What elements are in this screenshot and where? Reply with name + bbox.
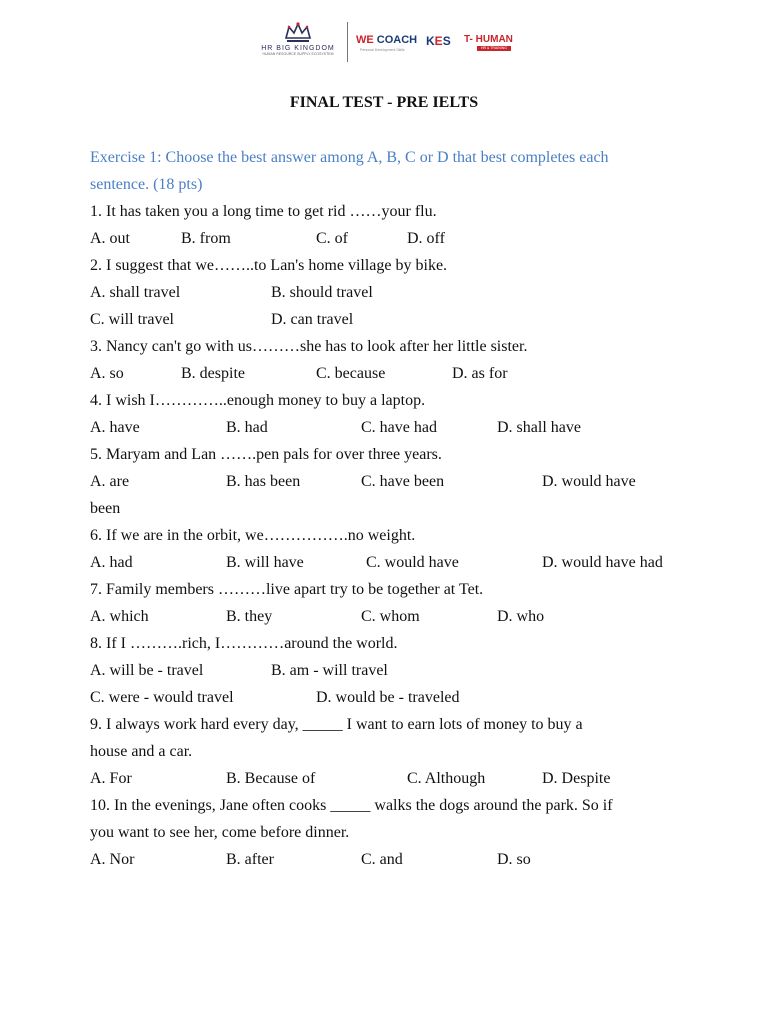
q8-option-c: C. were - would travel: [90, 689, 234, 706]
q10-option-d: D. so: [497, 851, 531, 868]
q2-option-d: D. can travel: [271, 311, 354, 328]
q5-option-d: D. would have: [542, 473, 636, 490]
q4-option-c: C. have had: [361, 419, 437, 436]
hr-big-kingdom-logo: [250, 20, 346, 66]
question-2-stem: 2. I suggest that we……..to Lan's home village by bike.: [90, 257, 448, 274]
header-logos: [250, 20, 520, 66]
question-4-stem: 4. I wish I…………..enough money to buy a laptop.: [90, 392, 426, 409]
q9-option-c: C. Although: [407, 770, 486, 787]
page-title: FINAL TEST - PRE IELTS: [289, 94, 479, 111]
exercise-instruction-line2: sentence. (18 pts): [90, 176, 203, 193]
q6-option-b: B. will have: [226, 554, 304, 571]
q7-option-b: B. they: [226, 608, 273, 625]
q5-option-b: B. has been: [226, 473, 301, 490]
wecoach-tagline: Personal Development Skills: [360, 48, 405, 52]
q3-option-c: C. because: [316, 365, 386, 382]
question-6-stem: 6. If we are in the orbit, we…………….no weight.: [90, 527, 416, 544]
q4-option-b: B. had: [226, 419, 268, 436]
logo-tagline: HUMAN RESOURCE SUPPLY ECOSYSTEM: [262, 52, 334, 56]
thuman-logo: T- HUMAN: [464, 34, 513, 45]
q1-option-c: C. of: [316, 230, 348, 247]
question-6-options: [90, 549, 700, 576]
q8-option-b: B. am - will travel: [271, 662, 388, 679]
q4-option-a: A. have: [90, 419, 140, 436]
question-5-options: [90, 468, 700, 495]
question-9-stem-line2: house and a car.: [90, 743, 193, 760]
question-3-stem: 3. Nancy can't go with us………she has to look after her little sister.: [90, 338, 528, 355]
question-8-stem: 8. If I ……….rich, I…………around the world.: [90, 635, 398, 652]
q3-option-a: A. so: [90, 365, 124, 382]
q10-option-b: B. after: [226, 851, 274, 868]
question-2-options-row2: [90, 306, 700, 333]
q1-option-b: B. from: [181, 230, 231, 247]
q8-option-d: D. would be - traveled: [316, 689, 460, 706]
exercise-content: [90, 144, 700, 873]
question-2-options-row1: [90, 279, 700, 306]
question-1-options: [90, 225, 700, 252]
q2-option-c: C. will travel: [90, 311, 174, 328]
q5-option-a: A. are: [90, 473, 130, 490]
q1-option-a: A. out: [90, 230, 130, 247]
question-7-options: [90, 603, 700, 630]
q6-option-a: A. had: [90, 554, 133, 571]
kes-logo: [426, 34, 451, 48]
q8-option-a: A. will be - travel: [90, 662, 204, 679]
q2-option-b: B. should travel: [271, 284, 373, 301]
question-5-stem: 5. Maryam and Lan …….pen pals for over three years.: [90, 446, 442, 463]
wecoach-we: WE: [356, 34, 374, 46]
question-9-options: [90, 765, 700, 792]
question-7-stem: 7. Family members ………live apart try to be together at Tet.: [90, 581, 484, 598]
wecoach-coach: COACH: [376, 34, 418, 46]
q5-option-c: C. have been: [361, 473, 445, 490]
kes-k: K: [426, 34, 435, 48]
q1-option-d: D. off: [407, 230, 445, 247]
q7-option-d: D. who: [497, 608, 545, 625]
question-8-options-row2: [90, 684, 700, 711]
kes-e: E: [434, 34, 443, 48]
question-1-stem: 1. It has taken you a long time to get rid ……your flu.: [90, 203, 437, 220]
q7-option-a: A. which: [90, 608, 149, 625]
exercise-instruction-line1: Exercise 1: Choose the best answer among A, B, C or D that best completes each: [90, 149, 609, 166]
question-3-options: [90, 360, 700, 387]
question-4-options: [90, 414, 700, 441]
q3-option-b: B. despite: [181, 365, 245, 382]
wecoach-logo: [356, 34, 417, 46]
q4-option-d: D. shall have: [497, 419, 581, 436]
q6-option-c: C. would have: [366, 554, 459, 571]
logo-divider: [347, 22, 348, 62]
q10-option-c: C. and: [361, 851, 403, 868]
thuman-tagline: HR & TRAINING: [477, 46, 511, 51]
question-10-stem-line1: 10. In the evenings, Jane often cooks _____ walks the dogs around the park. So if: [90, 797, 613, 814]
question-5-option-d-wrap: been: [90, 500, 121, 517]
q6-option-d: D. would have had: [542, 554, 663, 571]
question-10-options: [90, 846, 700, 873]
question-9-stem-line1: 9. I always work hard every day, _____ I want to earn lots of money to buy a: [90, 716, 583, 733]
q9-option-a: A. For: [90, 770, 132, 787]
q3-option-d: D. as for: [452, 365, 508, 382]
q9-option-d: D. Despite: [542, 770, 611, 787]
q10-option-a: A. Nor: [90, 851, 135, 868]
kes-s: S: [442, 34, 451, 48]
crown-icon: [283, 22, 313, 44]
logo-name: HR BIG KINGDOM: [261, 45, 335, 52]
question-8-options-row1: [90, 657, 700, 684]
q7-option-c: C. whom: [361, 608, 420, 625]
q2-option-a: A. shall travel: [90, 284, 181, 301]
question-10-stem-line2: you want to see her, come before dinner.: [90, 824, 350, 841]
q9-option-b: B. Because of: [226, 770, 316, 787]
